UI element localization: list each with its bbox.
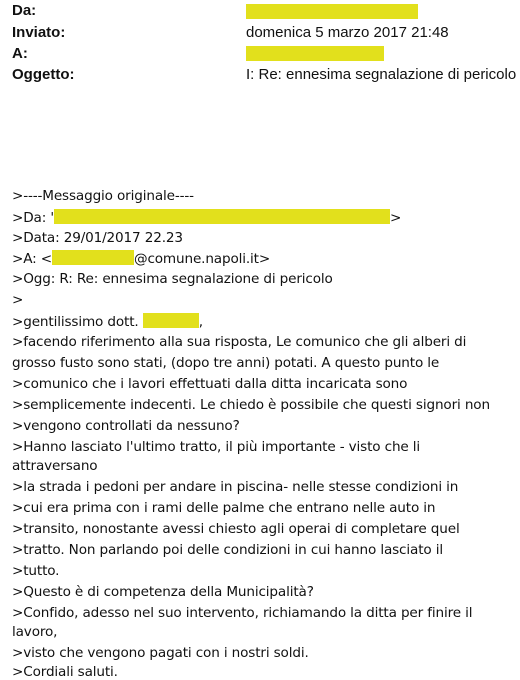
subject-label: Oggetto:	[12, 66, 75, 83]
message-line: lavoro,	[12, 624, 58, 640]
greeting-text: >gentilissimo dott.	[12, 314, 139, 330]
quoted-to-domain: @comune.napoli.it>	[134, 251, 271, 267]
from-label: Da:	[12, 2, 37, 19]
redacted-sender	[246, 4, 418, 19]
message-line: >comunico che i lavori effettuati dalla ditta incaricata sono	[12, 376, 408, 392]
original-message-marker: >----Messaggio originale----	[12, 188, 194, 204]
quoted-subject-line: >Ogg: R: Re: ennesima segnalazione di pericolo	[12, 271, 333, 287]
sent-label: Inviato:	[12, 24, 66, 41]
message-line: >Confido, adesso nel suo intervento, richiamando la ditta per finire il	[12, 605, 473, 621]
greeting-comma: ,	[198, 314, 203, 330]
message-line: >cui era prima con i rami delle palme che entrano nelle auto in	[12, 500, 436, 516]
redacted-doctor-name	[143, 313, 199, 328]
message-line: >tratto. Non parlando poi delle condizioni in cui hanno lasciato il	[12, 542, 443, 558]
redacted-quoted-sender	[54, 209, 390, 224]
message-line: >la strada i pedoni per andare in piscina- nelle stesse condizioni in	[12, 479, 459, 495]
quoted-blank-line: >	[12, 292, 24, 308]
message-line: >visto che vengono pagati con i nostri soldi.	[12, 645, 309, 661]
quoted-date-line: >Data: 29/01/2017 22.23	[12, 230, 183, 246]
quoted-to-line	[12, 250, 270, 267]
message-line: >Questo è di competenza della Municipalità?	[12, 584, 314, 600]
message-line: >Cordiali saluti.	[12, 664, 118, 680]
quoted-from-prefix: >Da: '	[12, 210, 54, 226]
message-line: >semplicemente indecenti. Le chiedo è possibile che questi signori non	[12, 397, 490, 413]
redacted-recipient	[246, 46, 384, 61]
message-line: >Hanno lasciato l'ultimo tratto, il più importante - visto che li	[12, 439, 421, 455]
message-line: >tutto.	[12, 563, 60, 579]
greeting-line	[12, 313, 203, 330]
message-line: attraversano	[12, 458, 98, 474]
quoted-to-prefix: >A: <	[12, 251, 52, 267]
quoted-from-line	[12, 209, 401, 226]
message-line: >vengono controllati da nessuno?	[12, 418, 240, 434]
message-line: grosso fusto sono stati, (dopo tre anni) potati. A questo punto le	[12, 355, 440, 371]
redacted-quoted-recipient	[52, 250, 134, 265]
message-line: >facendo riferimento alla sua risposta, Le comunico che gli alberi di	[12, 334, 467, 350]
sent-date: domenica 5 marzo 2017 21:48	[246, 24, 449, 41]
message-line: >transito, nonostante avessi chiesto agli operai di completare quel	[12, 521, 460, 537]
quoted-from-suffix: >	[389, 210, 402, 226]
subject-value: I: Re: ennesima segnalazione di pericolo	[246, 66, 517, 83]
to-label: A:	[12, 45, 28, 62]
